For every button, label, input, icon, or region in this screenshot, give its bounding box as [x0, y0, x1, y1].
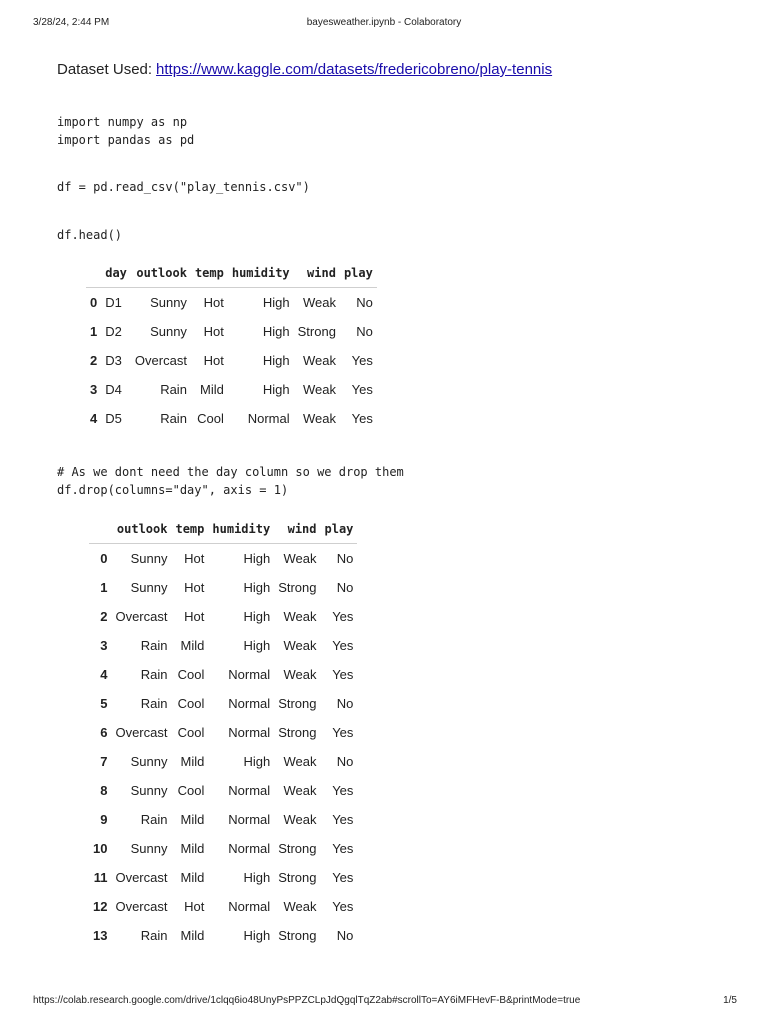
- table-cell: High: [262, 324, 290, 339]
- table-cell: Weak: [302, 295, 336, 310]
- row-index: 2: [90, 353, 98, 368]
- table-cell: Overcast: [115, 725, 168, 740]
- table-row: [89, 747, 357, 776]
- table-cell: Weak: [302, 353, 336, 368]
- column-header: outlook: [111, 515, 171, 544]
- code-cell-head[interactable]: df.head(): [57, 228, 123, 242]
- table-cell: Rain: [140, 812, 168, 827]
- table-cell: Normal: [228, 783, 271, 798]
- dataset-link[interactable]: https://www.kaggle.com/datasets/fredericobreno/play-tennis: [156, 61, 553, 78]
- table-cell: Sunny: [130, 754, 168, 769]
- table-cell: Rain: [140, 638, 168, 653]
- table-cell: Rain: [160, 382, 187, 397]
- column-header: [86, 259, 101, 288]
- table-cell: No: [336, 754, 354, 769]
- column-header: outlook: [131, 259, 191, 288]
- table-cell: Hot: [203, 324, 224, 339]
- table-cell: High: [243, 638, 271, 653]
- table-row: [86, 288, 377, 318]
- table-row: [89, 718, 357, 747]
- head-output-table: [86, 259, 377, 433]
- table-cell: High: [262, 353, 290, 368]
- table-cell: Rain: [140, 667, 168, 682]
- table-cell: Strong: [278, 928, 317, 943]
- table-cell: Normal: [228, 696, 271, 711]
- table-cell: D1: [105, 295, 122, 310]
- table-cell: Yes: [351, 353, 373, 368]
- table-header-row: [86, 259, 377, 288]
- row-index: 12: [93, 899, 108, 914]
- table-row: [89, 921, 357, 950]
- table-cell: High: [243, 928, 271, 943]
- table-cell: Mild: [180, 928, 205, 943]
- row-index: 7: [100, 754, 108, 769]
- table-row: [86, 375, 377, 404]
- table-cell: No: [356, 295, 373, 310]
- row-index: 3: [100, 638, 108, 653]
- table-row: [86, 317, 377, 346]
- table-cell: Sunny: [150, 295, 187, 310]
- table-cell: D3: [105, 353, 122, 368]
- column-header: temp: [171, 515, 208, 544]
- dataset-line: [57, 61, 552, 78]
- table-row: [89, 602, 357, 631]
- table-cell: Mild: [180, 841, 205, 856]
- table-cell: Sunny: [150, 324, 187, 339]
- table-row: [89, 834, 357, 863]
- table-cell: Cool: [177, 696, 205, 711]
- row-index: 0: [100, 551, 108, 566]
- row-index: 3: [90, 382, 98, 397]
- table-cell: High: [243, 754, 271, 769]
- row-index: 10: [93, 841, 108, 856]
- table-cell: D5: [105, 411, 122, 426]
- table-cell: Sunny: [130, 551, 168, 566]
- table-row: [89, 776, 357, 805]
- table-cell: Yes: [332, 609, 354, 624]
- print-title: bayesweather.ipynb - Colaboratory: [306, 17, 462, 28]
- table-cell: No: [336, 928, 354, 943]
- table-cell: Overcast: [115, 899, 168, 914]
- table-cell: Yes: [332, 812, 354, 827]
- row-index: 1: [90, 324, 98, 339]
- table-cell: Cool: [177, 667, 205, 682]
- column-header: wind: [274, 515, 320, 544]
- table-cell: High: [262, 295, 290, 310]
- column-header: day: [101, 259, 131, 288]
- table-cell: Normal: [247, 411, 290, 426]
- column-header: play: [321, 515, 358, 544]
- table-row: [89, 805, 357, 834]
- row-index: 1: [100, 580, 108, 595]
- row-index: 4: [100, 667, 108, 682]
- table-cell: Mild: [180, 638, 205, 653]
- table-row: [89, 573, 357, 602]
- table-cell: Mild: [180, 870, 205, 885]
- table-cell: Normal: [228, 812, 271, 827]
- table-row: [89, 892, 357, 921]
- row-index: 4: [90, 411, 98, 426]
- column-header: humidity: [228, 259, 294, 288]
- table-cell: Mild: [180, 754, 205, 769]
- table-cell: Cool: [197, 411, 224, 426]
- table-cell: Normal: [228, 899, 271, 914]
- row-index: 0: [90, 295, 98, 310]
- table-cell: Sunny: [130, 580, 168, 595]
- table-cell: Strong: [278, 696, 317, 711]
- table-cell: No: [336, 696, 354, 711]
- table-cell: Weak: [283, 783, 317, 798]
- table-cell: Weak: [283, 667, 317, 682]
- table-header-row: [89, 515, 357, 544]
- table-row: [89, 544, 357, 574]
- table-cell: Yes: [332, 783, 354, 798]
- column-header: wind: [294, 259, 340, 288]
- table-cell: Yes: [332, 870, 354, 885]
- table-cell: Weak: [283, 899, 317, 914]
- table-cell: Rain: [140, 696, 168, 711]
- table-cell: Yes: [332, 899, 354, 914]
- code-cell-read-csv[interactable]: df = pd.read_csv("play_tennis.csv"): [57, 180, 310, 194]
- table-cell: Cool: [177, 783, 205, 798]
- table-cell: Yes: [332, 667, 354, 682]
- table-row: [89, 863, 357, 892]
- table-cell: Normal: [228, 667, 271, 682]
- table-cell: No: [336, 580, 354, 595]
- row-index: 8: [100, 783, 108, 798]
- row-index: 13: [93, 928, 108, 943]
- print-datetime: 3/28/24, 2:44 PM: [33, 17, 110, 28]
- table-cell: Weak: [302, 411, 336, 426]
- table-cell: Mild: [180, 812, 205, 827]
- table-cell: Mild: [200, 382, 224, 397]
- table-cell: Cool: [177, 725, 205, 740]
- table-cell: D2: [105, 324, 122, 339]
- table-cell: Overcast: [115, 609, 168, 624]
- table-cell: Yes: [332, 638, 354, 653]
- table-cell: Weak: [283, 638, 317, 653]
- table-cell: D4: [105, 382, 122, 397]
- table-cell: Strong: [278, 580, 317, 595]
- table-cell: Weak: [283, 812, 317, 827]
- table-cell: Hot: [184, 580, 205, 595]
- table-cell: Weak: [283, 551, 317, 566]
- table-cell: High: [243, 609, 271, 624]
- table-cell: Hot: [184, 551, 205, 566]
- table-row: [86, 346, 377, 375]
- table-cell: No: [336, 551, 354, 566]
- table-cell: Yes: [332, 725, 354, 740]
- table-cell: Hot: [184, 899, 205, 914]
- row-index: 11: [93, 870, 108, 885]
- table-cell: Yes: [351, 382, 373, 397]
- table-cell: High: [262, 382, 290, 397]
- table-cell: Weak: [302, 382, 336, 397]
- table-cell: Sunny: [130, 841, 168, 856]
- table-cell: No: [356, 324, 373, 339]
- table-row: [86, 404, 377, 433]
- table-cell: Weak: [283, 609, 317, 624]
- table-cell: Strong: [278, 870, 317, 885]
- code-cell-imports[interactable]: import numpy as np import pandas as pd: [57, 115, 195, 147]
- table-cell: Rain: [140, 928, 168, 943]
- dataset-label: Dataset Used:: [57, 61, 153, 78]
- table-cell: Strong: [297, 324, 336, 339]
- print-url: https://colab.research.google.com/drive/1clqq6io48UnyPsPPZCLpJdQgqlTqZ2ab#scrollTo=AY6iMFHevF-B&printMode=true: [33, 995, 581, 1006]
- row-index: 9: [100, 812, 108, 827]
- table-cell: Strong: [278, 841, 317, 856]
- table-cell: Normal: [228, 841, 271, 856]
- table-cell: Weak: [283, 754, 317, 769]
- table-cell: Sunny: [130, 783, 168, 798]
- table-row: [89, 660, 357, 689]
- page-number: 1/5: [723, 995, 737, 1006]
- column-header: [89, 515, 111, 544]
- row-index: 2: [100, 609, 108, 624]
- row-index: 5: [100, 696, 108, 711]
- table-row: [89, 631, 357, 660]
- column-header: humidity: [208, 515, 274, 544]
- table-cell: High: [243, 551, 271, 566]
- table-cell: Hot: [203, 353, 224, 368]
- column-header: play: [340, 259, 377, 288]
- table-cell: High: [243, 580, 271, 595]
- table-cell: Overcast: [134, 353, 187, 368]
- table-cell: Overcast: [115, 870, 168, 885]
- table-row: [89, 689, 357, 718]
- table-cell: Rain: [160, 411, 187, 426]
- code-cell-drop[interactable]: # As we dont need the day column so we drop them df.drop(columns="day", axis = 1): [57, 465, 404, 497]
- row-index: 6: [100, 725, 108, 740]
- table-cell: Hot: [203, 295, 224, 310]
- table-cell: Yes: [332, 841, 354, 856]
- table-cell: Normal: [228, 725, 271, 740]
- table-cell: Yes: [351, 411, 373, 426]
- table-cell: Strong: [278, 725, 317, 740]
- column-header: temp: [191, 259, 228, 288]
- table-cell: Hot: [184, 609, 205, 624]
- drop-output-table: [89, 515, 357, 950]
- table-cell: High: [243, 870, 271, 885]
